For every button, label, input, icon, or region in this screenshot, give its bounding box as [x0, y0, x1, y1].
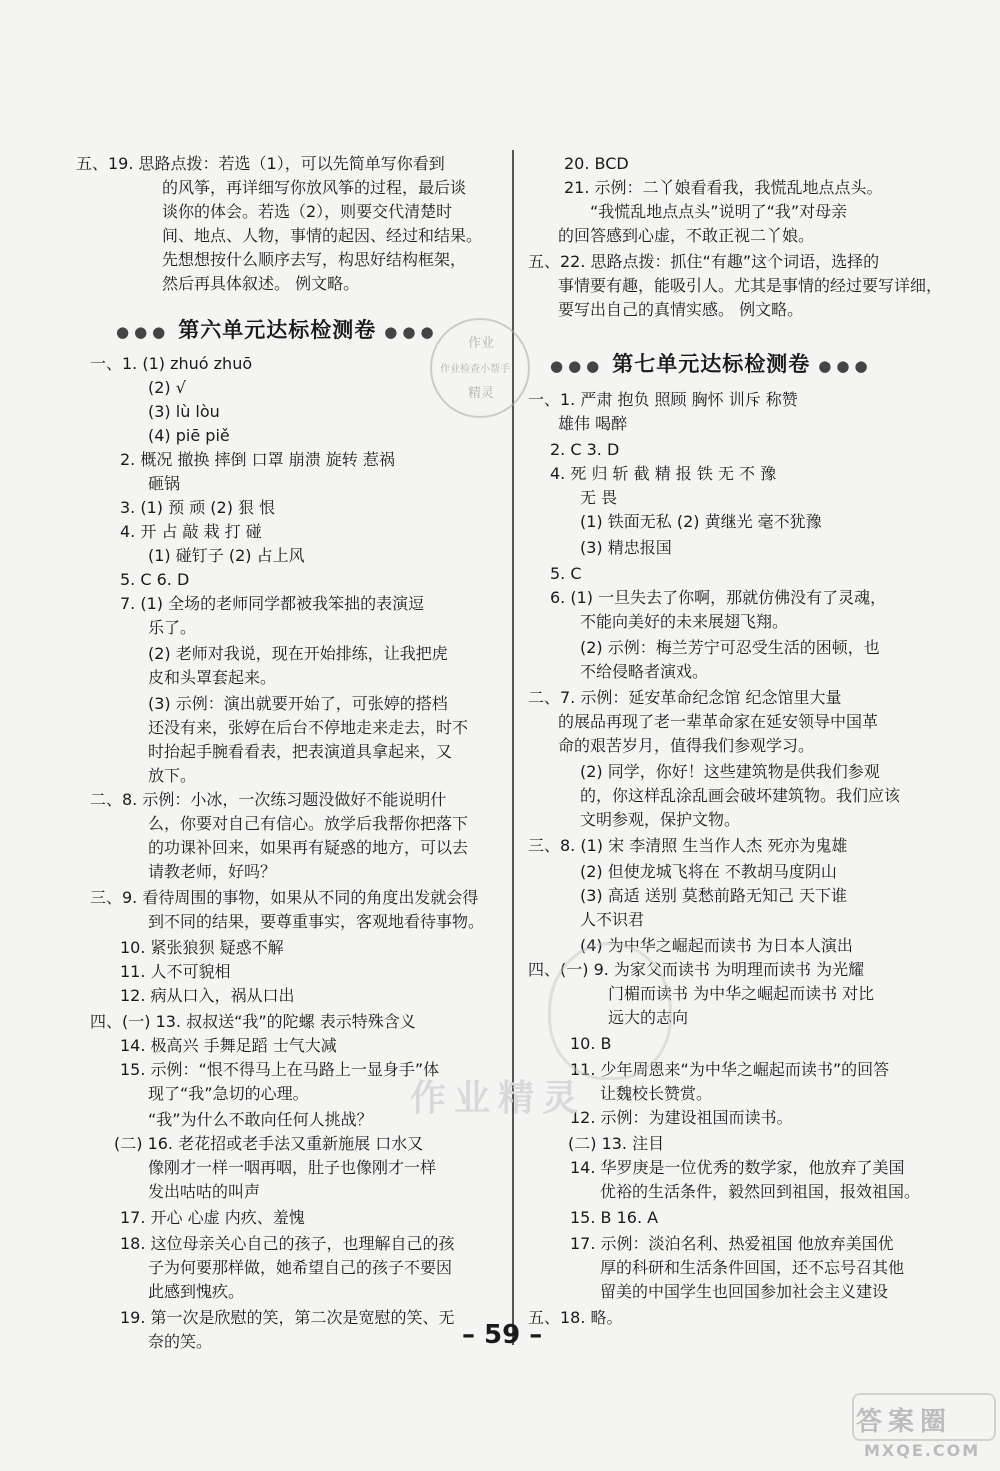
- u6-line: 时抬起手腕看看表，把表演道具拿起来，又: [148, 742, 453, 761]
- page-number: – 59 –: [462, 1320, 543, 1350]
- u7-line: 留美的中国学生也回国参加社会主义建设: [600, 1282, 889, 1301]
- u6-line: (2) √: [148, 378, 186, 397]
- u7-line: 无 畏: [580, 488, 618, 507]
- q19-line-4: 间、地点、人物，事情的起因、经过和结果。: [162, 226, 483, 245]
- u7-line: (4) 为中华之崛起而读书 为日本人演出: [580, 936, 853, 955]
- q19-line-2: 的风筝，再详细写你放风筝的过程，最后谈: [162, 178, 467, 197]
- u7-line: (2) 但使龙城飞将在 不教胡马度阴山: [580, 862, 837, 881]
- stamp-mid-text: 作业检查小帮手: [440, 364, 510, 375]
- u6-line: (2) 老师对我说，现在开始排练，让我把虎: [148, 644, 448, 663]
- u7-line: 远大的志向: [608, 1008, 689, 1027]
- title-dots-left: ●●●: [550, 357, 605, 375]
- u7-line: 15. B 16. A: [570, 1208, 659, 1227]
- u6-line: 一、1. (1) zhuó zhuō: [90, 354, 253, 373]
- u6-line: “我”为什么不敢向任何人挑战？: [148, 1110, 373, 1129]
- u7-line: 优裕的生活条件，毅然回到祖国，报效祖国。: [600, 1182, 921, 1201]
- r-line: 的回答感到心虚，不敢正视二丫娘。: [558, 226, 815, 245]
- u6-line: 的功课补回来，如果再有疑惑的地方，可以去: [148, 838, 469, 857]
- u7-line: (3) 高适 送别 莫愁前路无知己 天下谁: [580, 886, 848, 905]
- u7-line: 让魏校长赞赏。: [600, 1084, 713, 1103]
- u6-line: 11. 人不可貌相: [120, 962, 231, 981]
- u6-line: 10. 紧张狼狈 疑惑不解: [120, 938, 284, 957]
- q19-line-6: 然后再具体叙述。 例文略。: [162, 274, 360, 293]
- u7-line: 6. (1) 一旦失去了你啊，那就仿佛没有了灵魂，: [550, 588, 887, 607]
- unit6-title: [116, 314, 439, 344]
- u6-line: 奈的笑。: [148, 1332, 213, 1351]
- u7-line: 二、7. 示例：延安革命纪念馆 纪念馆里大量: [528, 688, 842, 707]
- unit7-title-text: 第七单元达标检测卷: [612, 352, 811, 376]
- r-line: “我慌乱地点点头”说明了“我”对母亲: [590, 202, 848, 221]
- u6-line: 7. (1) 全场的老师同学都被我笨拙的表演逗: [120, 594, 425, 613]
- stamp-watermark: [430, 318, 530, 418]
- u7-line: 三、8. (1) 宋 李清照 生当作人杰 死亦为鬼雄: [528, 836, 848, 855]
- u6-line: (3) lù lòu: [148, 402, 220, 421]
- u6-line: 还没有来，张婷在后台不停地走来走去，时不: [148, 718, 469, 737]
- u7-line: 4. 死 归 斩 截 精 报 铁 无 不 豫: [550, 464, 777, 483]
- r-line: 20. BCD: [564, 154, 629, 173]
- u7-line: 2. C 3. D: [550, 440, 620, 459]
- q19-line-3: 谈你的体会。若选（2），则要交代清楚时: [162, 202, 453, 221]
- u7-line: (2) 同学，你好！这些建筑物是供我们参观: [580, 762, 880, 781]
- u7-line: 一、1. 严肃 抱负 照顾 胸怀 训斥 称赞: [528, 390, 798, 409]
- u7-line: 雄伟 喝醉: [558, 414, 628, 433]
- u6-line: 发出咕咕的叫声: [148, 1182, 261, 1201]
- u6-line: 12. 病从口入，祸从口出: [120, 986, 295, 1005]
- u6-line: 么，你要对自己有信心。放学后我帮你把落下: [148, 814, 469, 833]
- title-dots-left: ●●●: [116, 323, 171, 341]
- unit6-title-text: 第六单元达标检测卷: [178, 318, 377, 342]
- u6-line: 19. 第一次是欣慰的笑，第二次是宽慰的笑、无: [120, 1308, 455, 1327]
- stamp-bottom-text: 精灵: [468, 386, 495, 401]
- u6-line: 乐了。: [148, 618, 197, 637]
- u7-line: (2) 示例：梅兰芳宁可忍受生活的困顿，也: [580, 638, 880, 657]
- u7-line: (二) 13. 注目: [568, 1134, 665, 1153]
- title-dots-right: ●●●: [384, 323, 439, 341]
- u6-line: (1) 碰钉子 (2) 占上风: [148, 546, 305, 565]
- u6-line: (4) piē piě: [148, 426, 230, 445]
- u7-line: 不能向美好的未来展翅飞翔。: [580, 612, 789, 631]
- u6-line: 15. 示例：“恨不得马上在马路上一显身手”体: [120, 1060, 440, 1079]
- r-line: 事情要有趣，能吸引人。尤其是事情的经过要写详细，: [558, 276, 943, 295]
- u7-line: 5. C: [550, 564, 582, 583]
- u6-line: 4. 开 占 敲 栽 打 碰: [120, 522, 262, 541]
- q19-line-1: 五、19. 思路点拨：若选（1），可以先简单写你看到: [76, 154, 445, 173]
- column-divider: [512, 150, 514, 1345]
- u7-line: 命的艰苦岁月，值得我们参观学习。: [558, 736, 815, 755]
- u6-line: 17. 开心 心虚 内疚、羞愧: [120, 1208, 305, 1227]
- stamp-top-text: 作业: [468, 336, 495, 351]
- unit7-title: [550, 348, 873, 378]
- u7-line: (3) 精忠报国: [580, 538, 672, 557]
- u6-line: 5. C 6. D: [120, 570, 190, 589]
- u6-line: 14. 极高兴 手舞足蹈 士气大减: [120, 1036, 337, 1055]
- logo-main-text: 答案圈: [856, 1407, 953, 1437]
- u7-line: 文明参观，保护文物。: [580, 810, 741, 829]
- u7-line: 的，你这样乱涂乱画会破坏建筑物。我们应该: [580, 786, 901, 805]
- u6-line: 四、(一) 13. 叔叔送“我”的陀螺 表示特殊含义: [90, 1012, 416, 1031]
- u6-line: 二、8. 示例：小冰，一次练习题没做好不能说明什: [90, 790, 447, 809]
- u7-line: 人不识君: [580, 910, 645, 929]
- u7-line: 12. 示例：为建设祖国而读书。: [570, 1108, 793, 1127]
- u7-line: 14. 华罗庚是一位优秀的数学家，他放弃了美国: [570, 1158, 905, 1177]
- q19-line-5: 先想想按什么顺序去写，构思好结构框架，: [162, 250, 467, 269]
- u6-line: 像刚才一样一咽再咽，肚子也像刚才一样: [148, 1158, 437, 1177]
- u6-line: 此感到愧疚。: [148, 1282, 245, 1301]
- corner-logo: [852, 1393, 992, 1463]
- u6-line: 请教老师，好吗？: [148, 862, 277, 881]
- title-dots-right: ●●●: [818, 357, 873, 375]
- u7-line: 厚的科研和生活条件回国，还不忘号召其他: [600, 1258, 905, 1277]
- u6-line: 2. 概况 撤换 摔倒 口罩 崩溃 旋转 惹祸: [120, 450, 395, 469]
- u6-line: 皮和头罩套起来。: [148, 668, 277, 687]
- u7-line: 11. 少年周恩来“为中华之崛起而读书”的回答: [570, 1060, 890, 1079]
- center-watermark: 作业精灵: [410, 1078, 587, 1119]
- u6-line: 子为何要那样做，她希望自己的孩子不要因: [148, 1258, 453, 1277]
- u6-line: 3. (1) 预 顽 (2) 狠 恨: [120, 498, 276, 517]
- u7-line: 不给侵略者演戏。: [580, 662, 709, 681]
- u6-line: 砸锅: [148, 474, 181, 493]
- u6-line: 18. 这位母亲关心自己的孩子，也理解自己的孩: [120, 1234, 455, 1253]
- u7-line: 17. 示例：淡泊名利、热爱祖国 他放弃美国优: [570, 1234, 894, 1253]
- u7-line: 四、(一) 9. 为家父而读书 为明理而读书 为光耀: [528, 960, 865, 979]
- u7-line: 门楣而读书 为中华之崛起而读书 对比: [608, 984, 875, 1003]
- u6-line: (二) 16. 老花招或老手法又重新施展 口水又: [114, 1134, 424, 1153]
- u6-line: 到不同的结果，要尊重事实，客观地看待事物。: [148, 912, 485, 931]
- u6-line: 放下。: [148, 766, 197, 785]
- logo-sub-text: MXQE.COM: [864, 1441, 981, 1460]
- u6-line: 三、9. 看待周围的事物，如果从不同的角度出发就会得: [90, 888, 479, 907]
- u7-line: 10. B: [570, 1034, 612, 1053]
- u7-line: 的展品再现了老一辈革命家在延安领导中国革: [558, 712, 879, 731]
- r-line: 要写出自己的真情实感。 例文略。: [558, 300, 804, 319]
- u7-line: 五、18. 略。: [528, 1308, 623, 1327]
- u6-line: 现了“我”急切的心理。: [148, 1084, 309, 1103]
- r-line: 21. 示例：二丫娘看看我，我慌乱地点点头。: [564, 178, 883, 197]
- u6-line: (3) 示例：演出就要开始了，可张婷的搭档: [148, 694, 448, 713]
- u7-line: (1) 铁面无私 (2) 黄继光 毫不犹豫: [580, 512, 822, 531]
- r-line: 五、22. 思路点拨：抓住“有趣”这个词语，选择的: [528, 252, 880, 271]
